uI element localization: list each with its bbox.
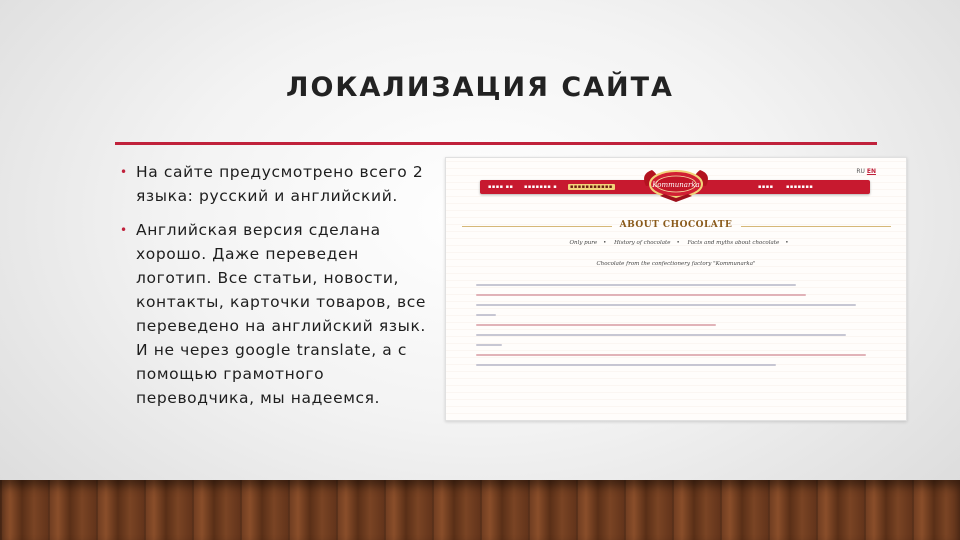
nav-item: ▪▪▪▪ ▪▪ (488, 184, 514, 190)
logo-text: Kommunarka (652, 181, 700, 189)
title-divider (115, 142, 877, 145)
nav-item: ▪▪▪▪▪▪▪ ▪ (524, 184, 558, 190)
bullet-text: На сайте предусмотрено всего 2 языка: русский и английский. (136, 163, 424, 205)
page-heading: ABOUT CHOCOLATE (619, 220, 733, 230)
bullet-list (120, 160, 440, 420)
breadcrumb-item: Facts and myths about chocolate (687, 240, 780, 246)
nav-item-active: ▪▪▪▪▪▪▪▪▪▪▪ (570, 184, 613, 190)
breadcrumbs: Only pure • History of chocolate • Facts and myths about chocolate • (569, 240, 789, 246)
bullet-item (120, 218, 440, 410)
breadcrumb-item: Only pure (569, 240, 598, 246)
nav-item: ▪▪▪▪▪▪▪ (786, 184, 814, 190)
kommunarka-logo (638, 164, 714, 204)
website-screenshot (445, 157, 907, 421)
breadcrumb-item: History of chocolate (614, 240, 671, 246)
heading-rule-right (741, 226, 891, 227)
lang-ru: RU (856, 168, 865, 175)
bullet-item (120, 160, 440, 208)
language-switcher (856, 168, 876, 175)
wooden-floor (0, 480, 960, 540)
article-text-blur (476, 284, 876, 374)
nav-item: ▪▪▪▪ (758, 184, 774, 190)
page-subtitle: Chocolate from the confectionery factory "Kommunarka" (596, 261, 756, 267)
bullet-icon: • (120, 165, 128, 179)
lang-en: EN (866, 168, 876, 175)
bullet-icon: • (120, 223, 128, 237)
slide-title: ЛОКАЛИЗАЦИЯ САЙТА (286, 72, 674, 103)
bullet-text: Английская версия сделана хорошо. Даже переведен логотип. Все статьи, новости, контакты, карточки товаров, все переведено на английский язык. И не через google translate, а с помощью грамотного переводчика, мы надеемся. (136, 221, 426, 407)
